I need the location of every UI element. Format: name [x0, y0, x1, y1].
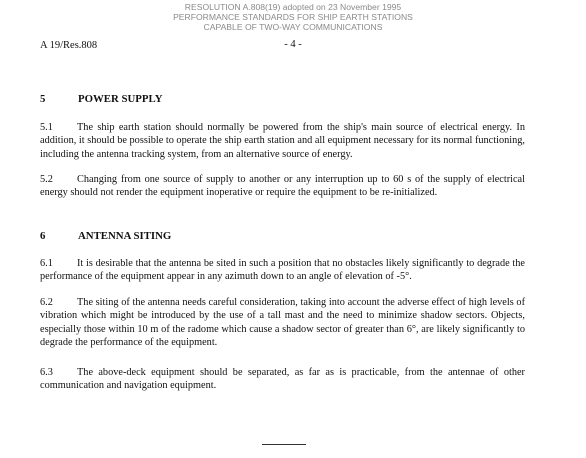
section-heading-power-supply [40, 93, 163, 105]
banner-line-3: CAPABLE OF TWO-WAY COMMUNICATIONS [203, 22, 383, 33]
paragraph-number: 6.3 [40, 367, 53, 378]
section-number: 5 [40, 93, 46, 105]
paragraph-5-1 [40, 121, 525, 161]
footer-rule [262, 444, 306, 445]
paragraph-text: The siting of the antenna needs careful consideration, taking into account the adverse effect of high levels of vibration which might be introduced by the use of a tall mast and the need to minimize shadow sectors. Objects, especially those within 10 m of the radome which cause a shadow sector of greater than 6°, are likely significantly to degrade the performance of the equipment. [40, 297, 525, 349]
paragraph-number: 5.2 [40, 174, 53, 185]
paragraph-6-2 [40, 296, 525, 350]
paragraph-number: 5.1 [40, 122, 53, 133]
paragraph-6-3 [40, 366, 525, 393]
paragraph-6-1 [40, 257, 525, 284]
section-title: ANTENNA SITING [78, 230, 172, 242]
paragraph-number: 6.2 [40, 297, 53, 308]
paragraph-text: Changing from one source of supply to another or any interruption up to 60 s of the supply of electrical energy should not render the equipment inoperative or require the equipment to be re-initialized. [40, 174, 525, 199]
banner-line-2: PERFORMANCE STANDARDS FOR SHIP EARTH STATIONS [173, 12, 413, 23]
banner-line-1: RESOLUTION A.808(19) adopted on 23 November 1995 [184, 2, 402, 12]
paragraph-text: It is desirable that the antenna be sited in such a position that no obstacles likely significantly to degrade the performance of the equipment appear in any azimuth down to an angle of elevation of -5°. [40, 258, 525, 283]
section-number: 6 [40, 230, 46, 242]
document-reference: A 19/Res.808 [40, 40, 98, 51]
paragraph-text: The ship earth station should normally be powered from the ship's main source of electrical energy. In addition, it should be possible to operate the ship earth station and all equipment necessary for its normal functioning, including the antenna tracking system, from an alternative source of energy. [40, 122, 525, 160]
paragraph-5-2 [40, 173, 525, 200]
paragraph-number: 6.1 [40, 258, 53, 269]
paragraph-text: The above-deck equipment should be separated, as far as is practicable, from the antennae of other communication and navigation equipment. [40, 367, 525, 392]
resolution-banner [0, 2, 586, 33]
page-number: - 4 - [284, 39, 302, 50]
section-title: POWER SUPPLY [78, 93, 163, 105]
section-heading-antenna-siting [40, 230, 171, 242]
